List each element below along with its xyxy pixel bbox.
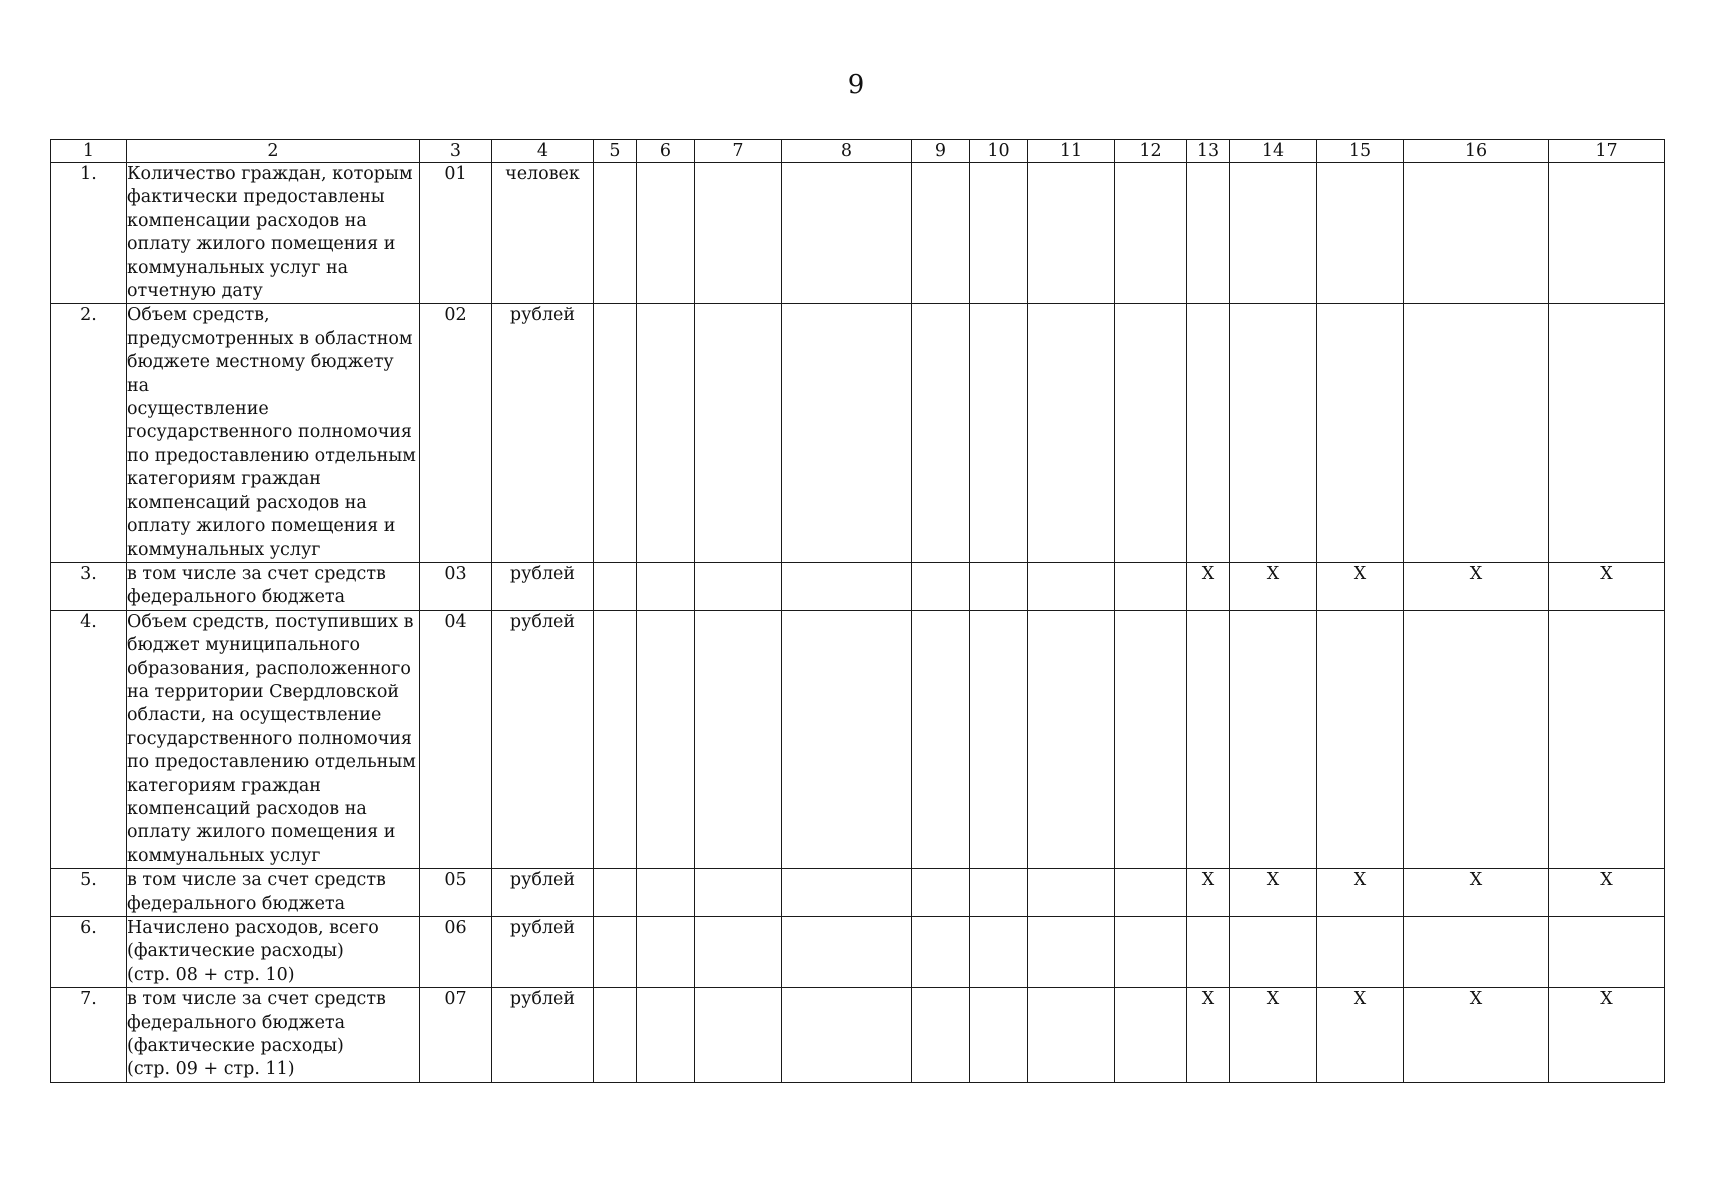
value-cell [637, 917, 695, 988]
value-cell: X [1404, 562, 1549, 610]
indicator-name-line: коммунальных услуг [127, 845, 321, 866]
header-row [51, 140, 1665, 163]
indicator-name-line: категориям граждан [127, 775, 321, 796]
value-cell [594, 869, 637, 917]
table-row [51, 917, 1665, 988]
value-cell [1404, 304, 1549, 562]
row-code: 07 [420, 988, 492, 1083]
value-cell [1317, 917, 1404, 988]
indicator-name-line: компенсаций расходов на [127, 798, 367, 819]
column-header: 4 [492, 140, 594, 163]
indicator-name-line: области, на осуществление [127, 705, 382, 726]
row-number: 1. [51, 163, 127, 304]
value-cell [782, 562, 912, 610]
indicator-name [127, 304, 420, 562]
row-number: 7. [51, 988, 127, 1083]
value-cell [782, 610, 912, 868]
table-row [51, 304, 1665, 562]
value-cell [1187, 917, 1230, 988]
value-cell [1028, 562, 1115, 610]
value-cell [695, 562, 782, 610]
row-code: 06 [420, 917, 492, 988]
value-cell [637, 562, 695, 610]
column-header: 7 [695, 140, 782, 163]
column-header: 8 [782, 140, 912, 163]
indicator-name-line: категориям граждан [127, 469, 321, 490]
value-cell [1115, 869, 1187, 917]
column-header: 5 [594, 140, 637, 163]
value-cell [1404, 917, 1549, 988]
value-cell [695, 610, 782, 868]
value-cell [912, 610, 970, 868]
value-cell [1115, 988, 1187, 1083]
indicator-name-line: по предоставлению отдельным [127, 445, 416, 466]
value-cell [695, 917, 782, 988]
value-cell [1115, 610, 1187, 868]
indicator-name-line: (фактические расходы) [127, 1036, 344, 1057]
value-cell [782, 304, 912, 562]
value-cell: X [1549, 562, 1665, 610]
value-cell [1187, 163, 1230, 304]
value-cell [782, 917, 912, 988]
unit-of-measure: рублей [492, 304, 594, 562]
value-cell [594, 917, 637, 988]
indicator-name-line: коммунальных услуг на [127, 257, 349, 278]
value-cell [1028, 988, 1115, 1083]
table-body [51, 163, 1665, 1083]
value-cell: X [1404, 988, 1549, 1083]
value-cell [637, 163, 695, 304]
column-header: 6 [637, 140, 695, 163]
value-cell [695, 988, 782, 1083]
table-row [51, 163, 1665, 304]
value-cell [1115, 562, 1187, 610]
value-cell: X [1187, 562, 1230, 610]
unit-of-measure: человек [492, 163, 594, 304]
indicator-name [127, 562, 420, 610]
value-cell [970, 988, 1028, 1083]
value-cell [1549, 163, 1665, 304]
value-cell [912, 304, 970, 562]
indicator-name-line: осуществление [127, 399, 269, 420]
value-cell [637, 988, 695, 1083]
value-cell: X [1549, 988, 1665, 1083]
table-row [51, 988, 1665, 1083]
value-cell [1317, 610, 1404, 868]
indicator-name [127, 163, 420, 304]
value-cell [970, 562, 1028, 610]
value-cell [912, 917, 970, 988]
value-cell [1230, 163, 1317, 304]
indicator-name-line: федерального бюджета [127, 587, 346, 608]
column-header: 16 [1404, 140, 1549, 163]
value-cell [782, 988, 912, 1083]
indicator-name [127, 610, 420, 868]
value-cell [970, 869, 1028, 917]
value-cell [594, 988, 637, 1083]
value-cell [782, 869, 912, 917]
value-cell [1404, 610, 1549, 868]
value-cell: X [1317, 562, 1404, 610]
value-cell [1028, 610, 1115, 868]
table-row [51, 610, 1665, 868]
row-code: 04 [420, 610, 492, 868]
row-number: 5. [51, 869, 127, 917]
value-cell [912, 562, 970, 610]
value-cell [594, 610, 637, 868]
value-cell [1549, 610, 1665, 868]
indicator-name-line: оплату жилого помещения и [127, 516, 396, 537]
indicator-name-line: Объем средств, поступивших в [127, 611, 414, 632]
column-header: 12 [1115, 140, 1187, 163]
value-cell: X [1230, 562, 1317, 610]
row-number: 6. [51, 917, 127, 988]
indicator-name-line: бюджет муниципального [127, 635, 361, 656]
indicator-name [127, 869, 420, 917]
indicator-name-line: по предоставлению отдельным [127, 752, 416, 773]
indicator-name-line: Объем средств, [127, 305, 270, 326]
row-number: 2. [51, 304, 127, 562]
value-cell: X [1230, 988, 1317, 1083]
value-cell [1317, 304, 1404, 562]
indicator-name-line: компенсаций расходов на [127, 492, 367, 513]
indicator-name-line: отчетную дату [127, 281, 263, 302]
value-cell [1115, 304, 1187, 562]
indicator-name-line: в том числе за счет средств [127, 870, 386, 891]
indicator-name-line: государственного полномочия [127, 728, 412, 749]
value-cell [695, 163, 782, 304]
unit-of-measure: рублей [492, 988, 594, 1083]
indicator-name-line: в том числе за счет средств [127, 989, 386, 1010]
column-header: 14 [1230, 140, 1317, 163]
value-cell: X [1317, 988, 1404, 1083]
indicator-name [127, 988, 420, 1083]
value-cell [912, 988, 970, 1083]
value-cell [1028, 917, 1115, 988]
unit-of-measure: рублей [492, 610, 594, 868]
indicator-name-line: (стр. 08 + стр. 10) [127, 964, 295, 985]
indicator-name [127, 917, 420, 988]
indicator-name-line: фактически предоставлены [127, 187, 385, 208]
value-cell [637, 869, 695, 917]
value-cell: X [1187, 869, 1230, 917]
value-cell [637, 610, 695, 868]
column-header: 3 [420, 140, 492, 163]
indicator-name-line: коммунальных услуг [127, 539, 321, 560]
column-header: 13 [1187, 140, 1230, 163]
indicator-name-line: образования, расположенного [127, 658, 411, 679]
indicator-name-line: федерального бюджета [127, 1012, 346, 1033]
indicator-name-line: бюджете местному бюджету на [127, 352, 394, 396]
value-cell: X [1230, 869, 1317, 917]
indicator-name-line: оплату жилого помещения и [127, 234, 396, 255]
value-cell [1115, 917, 1187, 988]
value-cell [695, 304, 782, 562]
value-cell [970, 304, 1028, 562]
value-cell [970, 163, 1028, 304]
column-header: 10 [970, 140, 1028, 163]
indicator-name-line: компенсации расходов на [127, 210, 367, 231]
indicator-name-line: (стр. 09 + стр. 11) [127, 1059, 295, 1080]
column-header: 2 [127, 140, 420, 163]
value-cell [1028, 163, 1115, 304]
value-cell [695, 869, 782, 917]
value-cell [1404, 163, 1549, 304]
row-number: 4. [51, 610, 127, 868]
value-cell: X [1187, 988, 1230, 1083]
value-cell [912, 869, 970, 917]
table-row [51, 869, 1665, 917]
value-cell [1230, 917, 1317, 988]
indicator-name-line: предусмотренных в областном [127, 328, 413, 349]
column-header: 11 [1028, 140, 1115, 163]
indicator-name-line: на территории Свердловской [127, 681, 400, 702]
value-cell [1028, 869, 1115, 917]
value-cell [782, 163, 912, 304]
row-code: 02 [420, 304, 492, 562]
value-cell [594, 562, 637, 610]
value-cell [1549, 917, 1665, 988]
indicator-name-line: Начислено расходов, всего [127, 918, 379, 938]
indicator-name-line: оплату жилого помещения и [127, 822, 396, 843]
value-cell [970, 610, 1028, 868]
value-cell [1115, 163, 1187, 304]
value-cell [1230, 304, 1317, 562]
indicator-name-line: федерального бюджета [127, 893, 346, 914]
column-header: 1 [51, 140, 127, 163]
value-cell: X [1317, 869, 1404, 917]
unit-of-measure: рублей [492, 869, 594, 917]
row-number: 3. [51, 562, 127, 610]
value-cell [1317, 163, 1404, 304]
table-row [51, 562, 1665, 610]
value-cell [1230, 610, 1317, 868]
column-header: 9 [912, 140, 970, 163]
column-header: 15 [1317, 140, 1404, 163]
unit-of-measure: рублей [492, 562, 594, 610]
value-cell [637, 304, 695, 562]
row-code: 05 [420, 869, 492, 917]
value-cell [594, 163, 637, 304]
row-code: 01 [420, 163, 492, 304]
value-cell [970, 917, 1028, 988]
indicator-name-line: в том числе за счет средств [127, 563, 386, 584]
indicator-name-line: государственного полномочия [127, 422, 412, 443]
value-cell: X [1404, 869, 1549, 917]
unit-of-measure: рублей [492, 917, 594, 988]
value-cell [1549, 304, 1665, 562]
value-cell: X [1549, 869, 1665, 917]
row-code: 03 [420, 562, 492, 610]
value-cell [1187, 304, 1230, 562]
value-cell [912, 163, 970, 304]
indicator-name-line: (фактические расходы) [127, 941, 344, 962]
value-cell [1028, 304, 1115, 562]
value-cell [1187, 610, 1230, 868]
value-cell [594, 304, 637, 562]
indicator-name-line: Количество граждан, которым [127, 164, 413, 184]
column-header: 17 [1549, 140, 1665, 163]
report-table [50, 139, 1665, 1083]
page-number: 9 [847, 70, 865, 100]
